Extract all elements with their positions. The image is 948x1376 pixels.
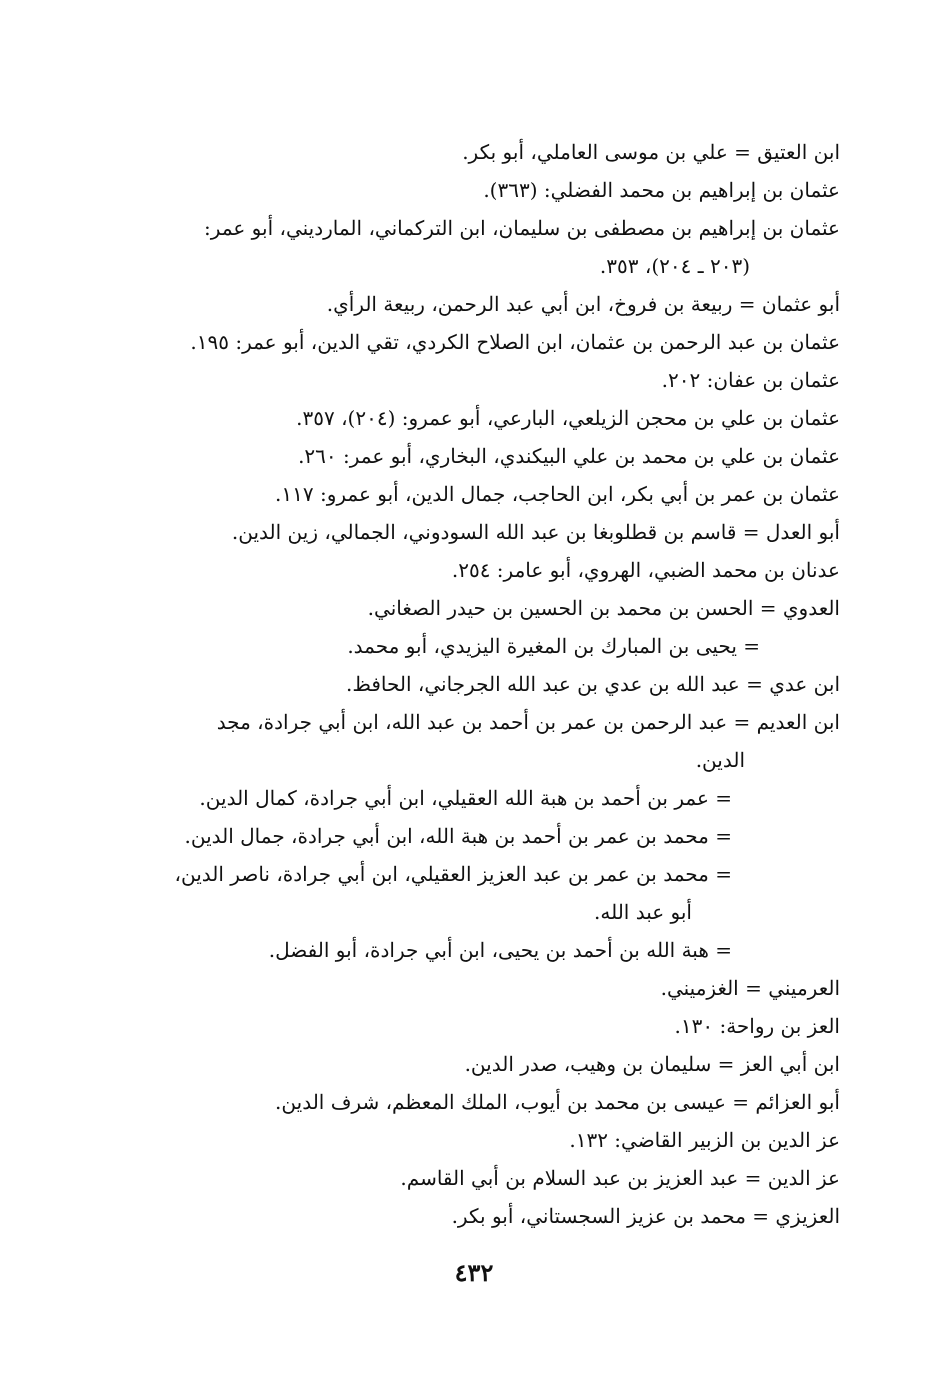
index-entry: عثمان بن عمر بن أبي بكر، ابن الحاجب، جمال الدين، أبو عمرو: ١١٧.	[275, 482, 840, 506]
index-entry: عثمان بن علي بن محمد بن علي البيكندي، البخاري، أبو عمر: ٢٦٠.	[298, 444, 840, 468]
index-entry: العدوي = الحسن بن محمد بن الحسين بن حيدر الصغاني.	[367, 596, 840, 620]
entry-continuation: الدين.	[695, 748, 745, 772]
index-entry: عثمان بن علي بن محجن الزيلعي، البارعي، أبو عمرو: (٢٠٤)، ٣٥٧.	[296, 406, 840, 430]
index-entry: عز الدين = عبد العزيز بن عبد السلام بن أبي القاسم.	[400, 1166, 840, 1190]
index-entry	[100, 703, 840, 779]
index-subentry: = يحيى بن المبارك بن المغيرة اليزيدي، أبو محمد.	[347, 634, 760, 658]
index-entry	[100, 209, 840, 285]
index-entry: العزيزي = محمد بن عزيز السجستاني، أبو بكر.	[451, 1204, 840, 1228]
index-subentry: = هبة الله بن أحمد بن يحيى، ابن أبي جرادة، أبو الفضل.	[268, 938, 732, 962]
page-number: ٤٣٢	[454, 1258, 494, 1287]
index-entry: عثمان بن عفان: ٢٠٢.	[661, 368, 840, 392]
index-entry: عثمان بن إبراهيم بن محمد الفضلي: (٣٦٣).	[483, 178, 840, 202]
index-entry: العز بن رواحة: ١٣٠.	[674, 1014, 840, 1038]
index-entry: عدنان بن محمد الضبي، الهروي، أبو عامر: ٢٥٤.	[451, 558, 840, 582]
index-entry: أبو عثمان = ربيعة بن فروخ، ابن أبي عبد الرحمن، ربيعة الرأي.	[326, 292, 840, 316]
index-entry: ابن عدي = عبد الله بن عدي بن عبد الله الجرجاني، الحافظ.	[345, 672, 840, 696]
entry-continuation: أبو عبد الله.	[594, 900, 692, 924]
index-entry: ابن العتيق = علي بن موسى العاملي، أبو بكر.	[462, 140, 840, 164]
index-entry: ابن أبي العز = سليمان بن وهيب، صدر الدين.	[464, 1052, 840, 1076]
index-entry: أبو العزائم = عيسى بن محمد بن أيوب، الملك المعظم، شرف الدين.	[275, 1090, 840, 1114]
index-entry: عثمان بن عبد الرحمن بن عثمان، ابن الصلاح الكردي، تقي الدين، أبو عمر: ١٩٥.	[190, 330, 840, 354]
index-entries	[100, 133, 840, 1235]
entry-text: = محمد بن عمر بن عبد العزيز العقيلي، ابن أبي جرادة، ناصر الدين،	[174, 862, 732, 886]
index-entry: أبو العدل = قاسم بن قطلوبغا بن عبد الله السودوني، الجمالي، زين الدين.	[231, 520, 840, 544]
index-entry: العرميني = الغزميني.	[660, 976, 840, 1000]
index-subentry: = عمر بن أحمد بن هبة الله العقيلي، ابن أبي جرادة، كمال الدين.	[199, 786, 732, 810]
index-entry: عز الدين بن الزبير القاضي: ١٣٢.	[569, 1128, 840, 1152]
entry-text: ابن العديم = عبد الرحمن بن عمر بن أحمد بن عبد الله، ابن أبي جرادة، مجد	[216, 710, 840, 734]
index-subentry: = محمد بن عمر بن أحمد بن هبة الله، ابن أبي جرادة، جمال الدين.	[184, 824, 732, 848]
entry-text: عثمان بن إبراهيم بن مصطفى بن سليمان، ابن التركماني، المارديني، أبو عمر:	[204, 216, 840, 240]
index-subentry	[100, 855, 840, 931]
entry-continuation: (٢٠٣ ـ ٢٠٤)، ٣٥٣.	[599, 254, 750, 278]
